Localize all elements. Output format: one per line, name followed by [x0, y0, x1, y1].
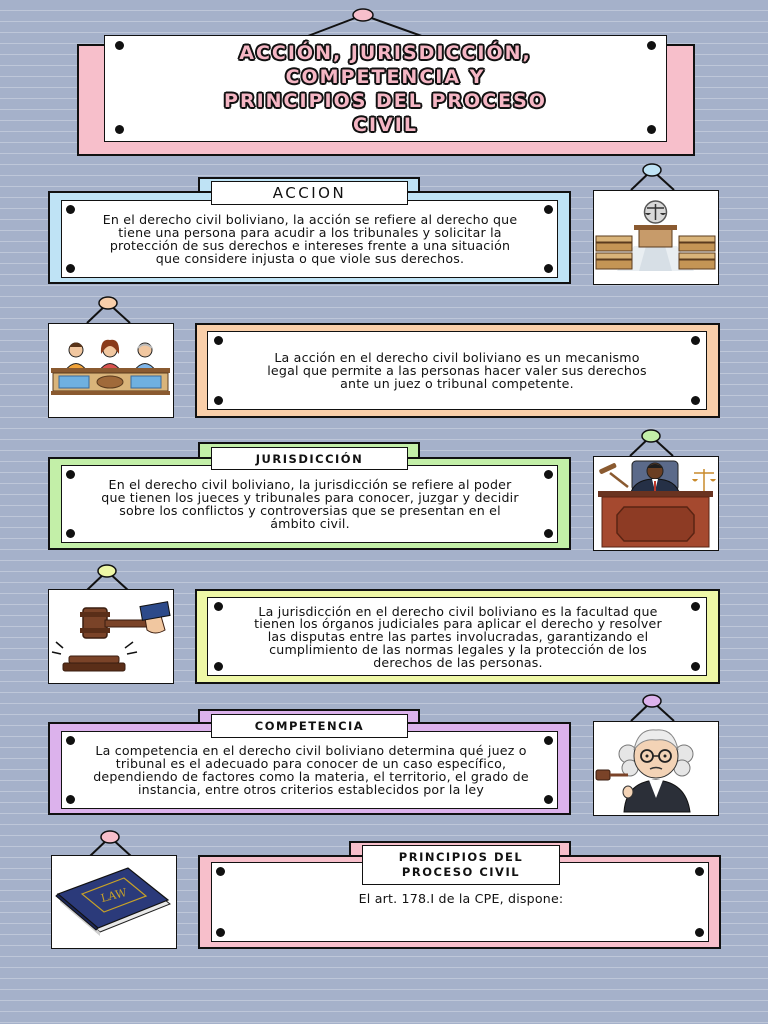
principios-heading-line-1: PRINCIPIOS DEL [398, 850, 524, 864]
accion-heading: ACCION [211, 181, 408, 205]
law-book-icon [52, 856, 175, 947]
courtroom-image [593, 190, 719, 285]
jury-image [48, 323, 174, 418]
competencia-text: La competencia en el derecho civil boliviano determina qué juez o tribunal es el adecuado para conocer de un caso específico, dependiendo de factores como la materia, el territorio, el grado de instancia, entre otros criterios establecidos por la ley [93, 743, 529, 797]
competencia-card [61, 731, 558, 809]
accion2-text: La acción en el derecho civil boliviano es un mecanismo legal que permite a las personas hacer valer sus derechos ante un juez o tribunal competente. [267, 350, 647, 391]
accion-card [61, 200, 558, 278]
jury-image-hanger [81, 295, 136, 325]
page-title: ACCIÓN, JURISDICCIÓN, COMPETENCIA Y PRINCIPIOS DEL PROCESO CIVIL [224, 41, 547, 136]
competencia-heading: COMPETENCIA [211, 714, 408, 738]
judge-image [593, 456, 719, 551]
accion-text: En el derecho civil boliviano, la acción se refiere al derecho que tiene una persona para acudir a los tribunales y solicitar la protección de sus derechos e intereses frente a una situación que considere injusta o que viole sus derechos. [102, 212, 518, 266]
gavel-image [48, 589, 174, 684]
principios-heading-line-2: PROCESO CIVIL [401, 865, 521, 879]
jurisdiccion-card [61, 465, 558, 543]
jurisdiccion2-text: La jurisdicción en el derecho civil boliviano es la facultad que tienen los órganos judiciales para aplicar el derecho y resolver las disputas entre las partes involucradas, garantizando el cumplimiento de las normas legales y la protección de los derechos de las personas. [254, 603, 662, 670]
jury-icon [49, 324, 172, 416]
old-judge-image-hanger [625, 693, 680, 723]
accion2-card [207, 331, 707, 410]
jurisdiccion2-card [207, 597, 707, 676]
accion-image-hanger [625, 162, 680, 192]
old-judge-icon [594, 722, 717, 814]
jurisdiccion-heading: JURISDICCIÓN [211, 447, 408, 470]
book-label: LAW [99, 886, 129, 905]
old-judge-image [593, 721, 719, 816]
law-book-image [51, 855, 177, 949]
judge-image-hanger [624, 428, 679, 458]
courtroom-icon [594, 191, 717, 283]
jurisdiccion-text: En el derecho civil boliviano, la jurisdicción se refiere al poder que tienen los jueces y tribunales para conocer, juzgar y decidir sobre los conflictos y controversias que se presentan en el ámbito civil. [101, 477, 519, 531]
title-card [104, 35, 667, 142]
gavel-icon [49, 590, 172, 682]
judge-icon [594, 457, 717, 549]
principios-text: El art. 178.I de la CPE, dispone: [358, 890, 564, 906]
principios-heading [362, 845, 560, 885]
